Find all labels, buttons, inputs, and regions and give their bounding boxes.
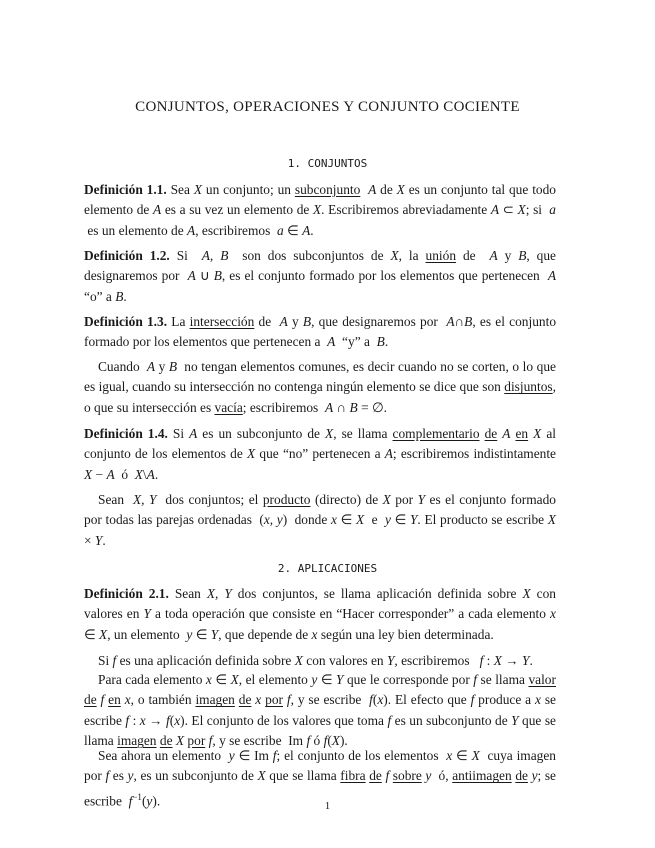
paragraph-aplicacion: Si f es una aplicación definida sobre X con valores en Y, escribiremos f : X → Y. (98, 653, 533, 668)
section-heading-conjuntos: 1. CONJUNTOS (287, 157, 368, 170)
definition-1-3: Definición 1.3. La intersección de A y B, que designaremos por A∩B, es el conjunto formado por los elementos que pertenecen a A “y” a B. (84, 314, 557, 350)
definition-label: Definición 1.1. (84, 182, 167, 197)
section-heading-aplicaciones: 2. APLICACIONES (277, 562, 378, 575)
paragraph-producto: Sean X, Y dos conjuntos; el producto (directo) de X por Y es el conjunto formado por todas las parejas ordenadas (x, y) donde x ∈ X e y ∈ Y. El producto se escribe X × Y. (84, 492, 556, 548)
definition-2-1: Definición 2.1. Sean X, Y dos conjuntos, se llama aplicación definida sobre X con valores en Y a toda operación que consiste en “Hacer corresponder” a cada elemento x ∈ X, un elemento y ∈ Y, que depende de x según una ley bien determinada. (84, 586, 557, 642)
definition-1-2: Definición 1.2. Si A, B son dos subconjuntos de X, la unión de A y B, que designaremos por A ∪ B, es el conjunto formado por los elementos que pertenecen A “o” a B. (84, 248, 556, 304)
paragraph-imagen: Para cada elemento x ∈ X, el elemento y ∈ Y que le corresponde por f se llama valor de f en x, o también imagen de x por f, y se escribe f(x). El efecto que f produce a x se escribe f : x → f(x). El conjunto de los valores que toma f es un subconjunto de Y que se llama imagen de X por f, y se escribe Im f ó f(X). (84, 672, 557, 749)
paragraph-disjuntos: Cuando A y B no tengan elementos comunes, es decir cuando no se corten, o lo que es igual, cuando su intersección no contenga ningún elemento se dice que son disjuntos, o que su intersección es vacía; escribiremos A ∩ B = ∅. (84, 359, 557, 415)
definition-1-1: Definición 1.1. Sea X un conjunto; un subconjunto A de X es un conjunto tal que todo elemento de A es a su vez un elemento de X. Escribiremos abreviadamente A ⊂ X; si a es un elemento de A, escribiremos a ∈ A. (84, 182, 556, 238)
document-title: CONJUNTOS, OPERACIONES Y CONJUNTO COCIENTE (135, 99, 520, 115)
definition-label: Definición 1.2. (84, 248, 170, 263)
definition-label: Definición 1.3. (84, 314, 168, 329)
definition-1-4: Definición 1.4. Si A es un subconjunto de X, se llama complementario de A en X al conjunto de los elementos de X que “no” pertenecen a A; escribiremos indistintamente X − A ó X\A. (84, 426, 557, 482)
paragraph-fibra: Sea ahora un elemento y ∈ Im f; el conjunto de los elementos x ∈ X cuya imagen por f es y, es un subconjunto de X que se llama fibra de f sobre y ó, antiimagen de y; se escribe $f^{-1}(y)$. (84, 748, 556, 809)
definition-label: Definición 2.1. (84, 586, 169, 601)
page-number: 1 (324, 800, 331, 812)
definition-label: Definición 1.4. (84, 426, 168, 441)
